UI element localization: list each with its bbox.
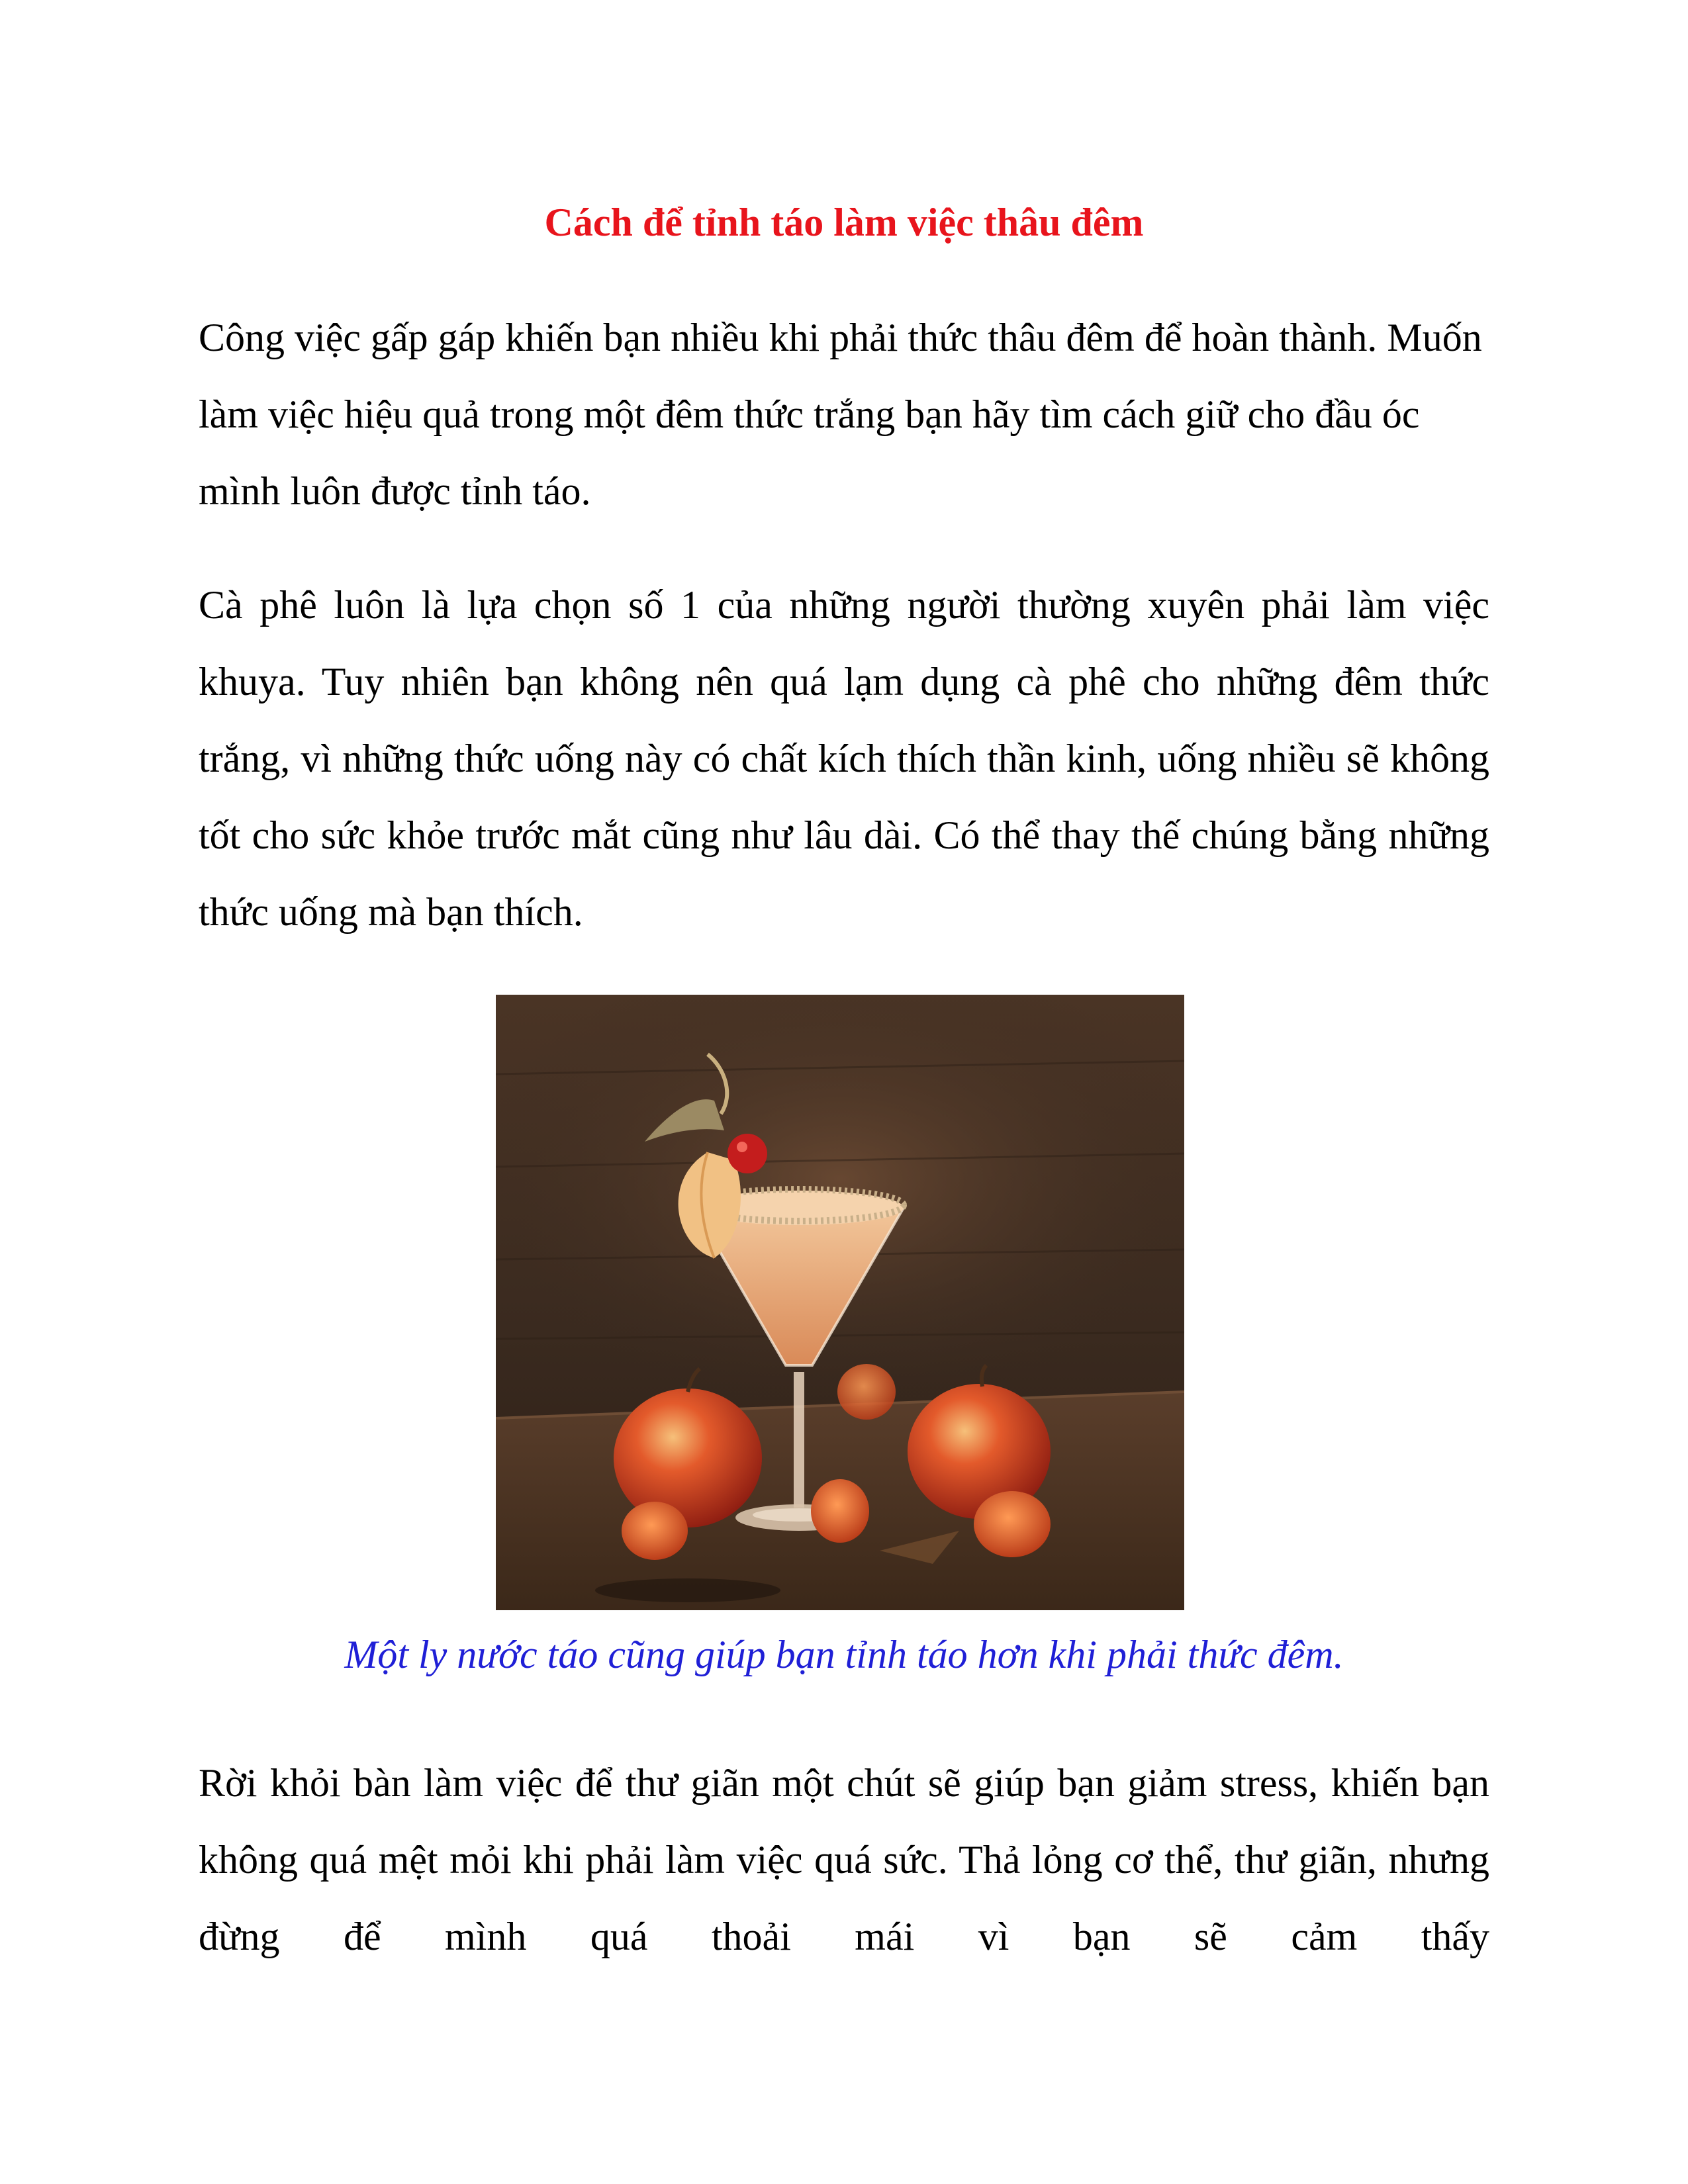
figure-caption: Một ly nước táo cũng giúp bạn tỉnh táo hơn khi phải thức đêm. (344, 1633, 1344, 1676)
page-title: Cách để tỉnh táo làm việc thâu đêm (544, 201, 1144, 244)
apple-cocktail-photo (496, 995, 1184, 1610)
intro-paragraph: Công việc gấp gáp khiến bạn nhiều khi phải thức thâu đêm để hoàn thành. Muốn làm việc hiệu quả trong một đêm thức trắng bạn hãy tìm cách giữ cho đầu óc mình luôn được tỉnh táo. (199, 316, 1482, 513)
relax-paragraph: Rời khỏi bàn làm việc để thư giãn một chút sẽ giúp bạn giảm stress, khiến bạn không quá mệt mỏi khi phải làm việc quá sức. Thả lỏng cơ thể, thư giãn, nhưng đừng để mình quá thoải mái vì bạn sẽ cảm thấy (199, 1761, 1489, 1958)
coffee-paragraph: Cà phê luôn là lựa chọn số 1 của những người thường xuyên phải làm việc khuya. Tuy nhiên bạn không nên quá lạm dụng cà phê cho những đêm thức trắng, vì những thức uống này có chất kích thích thần kinh, uống nhiều sẽ không tốt cho sức khỏe trước mắt cũng như lâu dài. Có thể thay thế chúng bằng những thức uống mà bạn thích. (199, 583, 1489, 934)
